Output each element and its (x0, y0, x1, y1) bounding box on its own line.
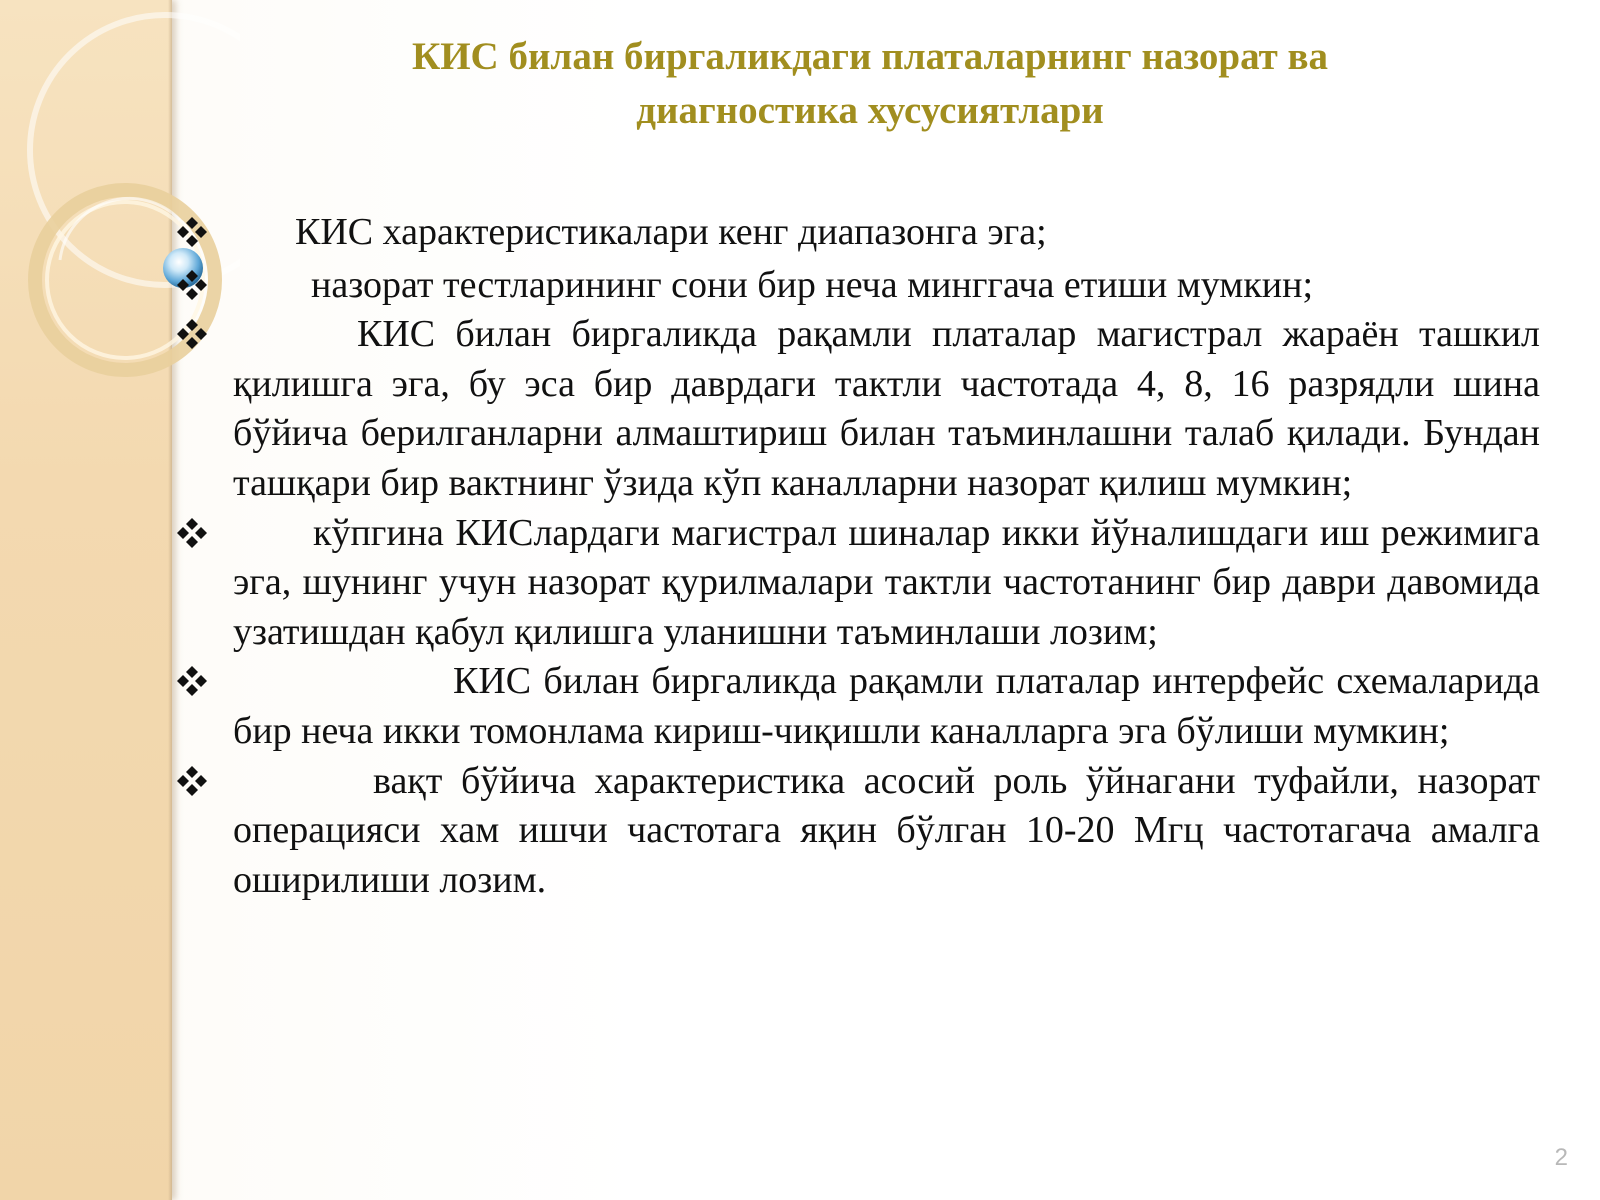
four-diamond-bullet-icon (176, 269, 208, 301)
list-item-text: КИС билан биргаликда рақамли платалар интерфейс схемаларида бир неча икки томонлама кириш-чиқишли каналларга эга бўлиши мумкин; (233, 660, 1540, 752)
slide-title-line-2: диагностика хусусиятлари (636, 89, 1104, 132)
list-item (233, 208, 1540, 258)
four-diamond-bullet-icon (176, 216, 208, 248)
list-item (233, 657, 1540, 756)
list-item-text: вақт бўйича характеристика асосий роль ўйнагани туфайли, назорат операцияси хам ишчи частотага яқин бўлган 10-20 Мгц частотагача амалга оширилиши лозим. (233, 759, 1540, 901)
list-item-text: КИС билан биргаликда рақамли платалар магистрал жараён ташкил қилишга эга, бу эса бир даврдаги тактли частотада 4, 8, 16 разрядли шина бўйича берилганларни алмаштириш билан таъминлашни талаб қилади. Бундан ташқари бир вактнинг ўзида кўп каналларни назорат қилиш мумкин; (233, 313, 1540, 504)
four-diamond-bullet-icon (176, 318, 208, 350)
list-item-text: назорат тестларининг сони бир неча минггача етиши мумкин; (311, 263, 1314, 306)
slide-title-line-1: КИС билан биргаликдаги платаларнинг назорат ва (411, 35, 1329, 78)
four-diamond-bullet-icon (176, 765, 208, 797)
four-diamond-bullet-icon (176, 517, 208, 549)
list-item (233, 509, 1540, 658)
list-item (233, 310, 1540, 508)
list-item (233, 261, 1540, 311)
slide-title (300, 30, 1440, 138)
list-item-text: кўпгина КИСлардаги магистрал шиналар икки йўналишдаги иш режимига эга, шунинг учун назорат қурилмалари тактли частотанинг бир даври давомида узатишдан қабул қилишга уланишни таъминлаши лозим; (233, 511, 1540, 653)
list-item (233, 757, 1540, 906)
list-item-text: КИС характеристикалари кенг диапазонга эга; (295, 211, 1047, 253)
decorative-rings-icon (0, 0, 240, 420)
bullet-list (233, 208, 1540, 905)
slide-number: 2 (1554, 1144, 1568, 1171)
four-diamond-bullet-icon (176, 665, 208, 697)
